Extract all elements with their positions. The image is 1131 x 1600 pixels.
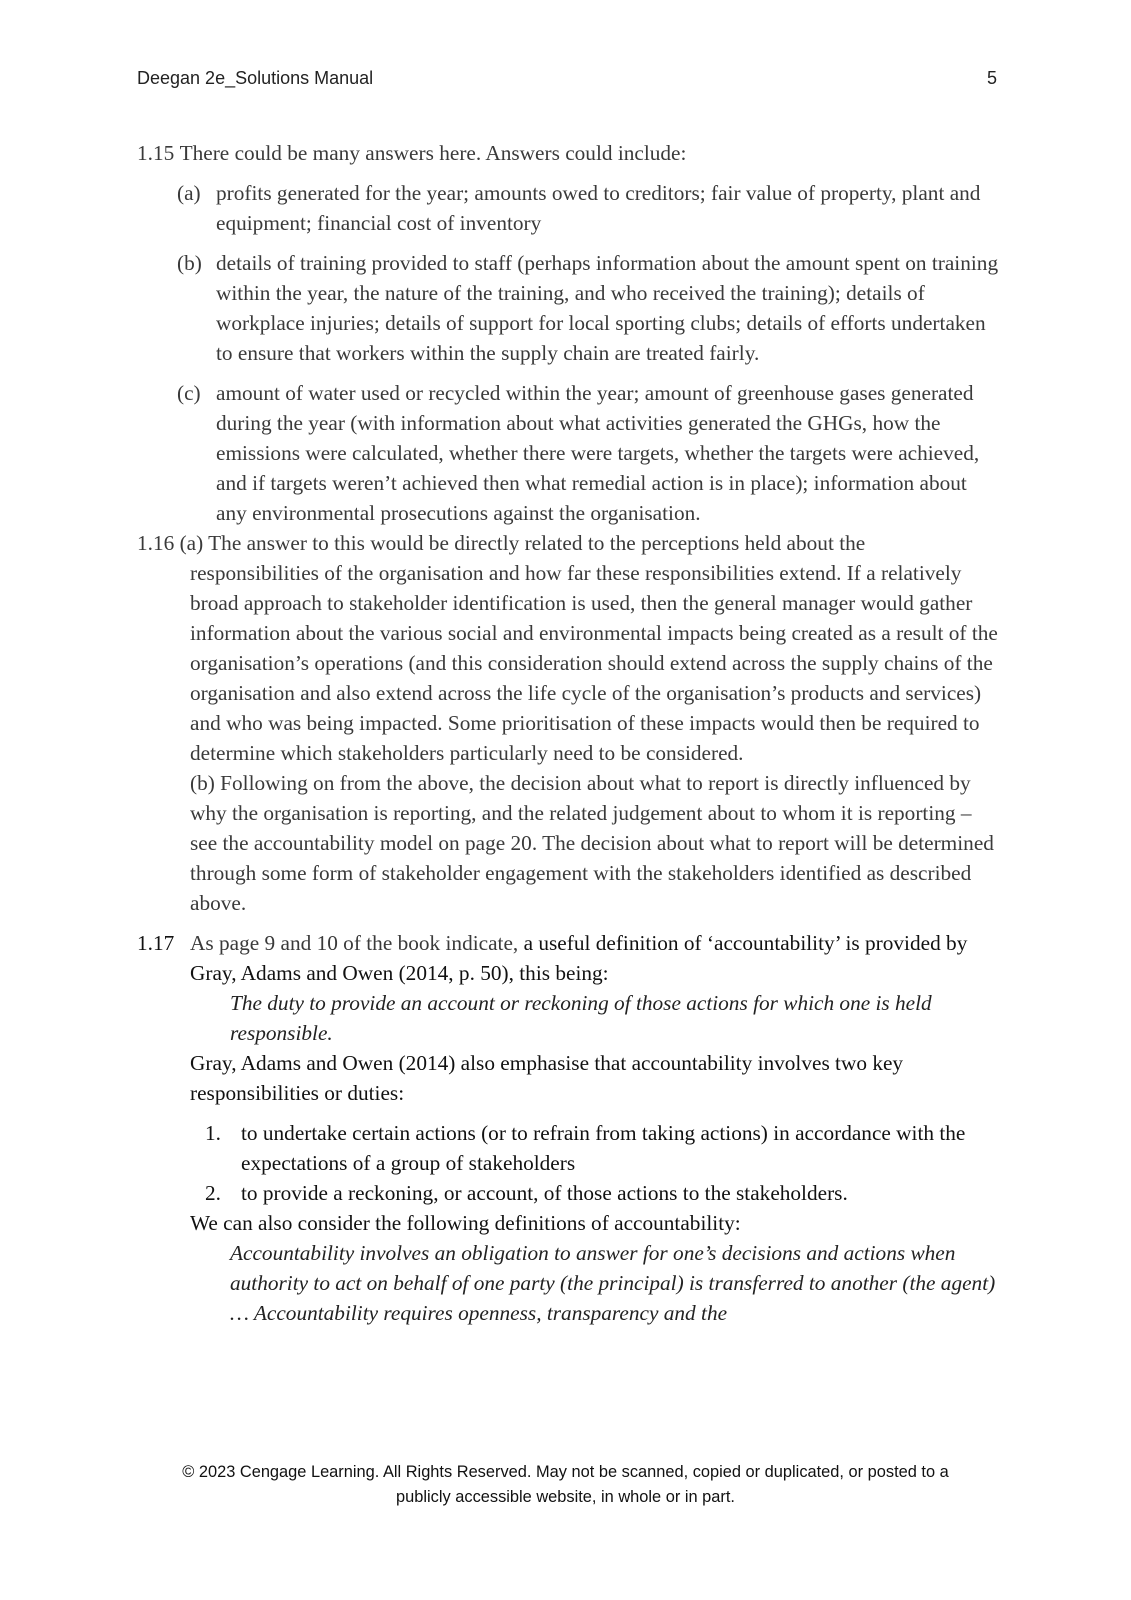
item-text: profits generated for the year; amounts owed to creditors; fair value of property, plant and equipment; financial cost of inventory — [216, 181, 981, 235]
item-label: (c) — [177, 381, 201, 405]
header-title: Deegan 2e_Solutions Manual — [137, 68, 374, 88]
list-number: 2. — [205, 1181, 221, 1205]
item-label: (b) — [177, 251, 202, 275]
list-text: to provide a reckoning, or account, of those actions to the stakeholders. — [241, 1181, 848, 1205]
duties-list — [137, 1118, 999, 1208]
definition-quote-1: The duty to provide an account or reckoning of those actions for which one is held responsible. — [230, 991, 932, 1045]
question-1-17 — [137, 928, 999, 988]
item-text: details of training provided to staff (perhaps information about the amount spent on training within the year, the nature of the training, and who received the training); details of workplace injuries; details of support for local sporting clubs; details of efforts undertaken to ensure that workers within the supply chain are treated fairly. — [216, 251, 999, 365]
list-item — [205, 1118, 999, 1178]
footer-line-2: publicly accessible website, in whole or in part. — [396, 1488, 735, 1506]
list-text: to undertake certain actions (or to refrain from taking actions) in accordance with the expectations of a group of stakeholders — [241, 1121, 966, 1175]
item-text: amount of water used or recycled within the year; amount of greenhouse gases generated during the year (with information about what activities generated the GHGs, how the emissions were calculated, whether there were targets, whether the targets were achieved, and if targets weren’t achieved then what remedial action is in place); information about any environmental prosecutions against the organisation. — [216, 381, 980, 525]
question-intro-part1: As page 9 and 10 of the book indicate, — [190, 931, 524, 955]
answer-1-16-a: 1.16 (a) The answer to this would be directly related to the perceptions held about the responsibilities of the organisation and how far these responsibilities extend. If a relatively broad approach to stakeholder identification is used, then the general manager would gather information about the various social and environmental impacts being created as a result of the organisation’s operations (and this consideration should extend across the supply chains of the organisation and also extend across the life cycle of the organisation’s products and services) and who was being impacted. Some prioritisation of these impacts would then be required to determine which stakeholders particularly need to be considered. — [137, 531, 998, 765]
question-intro: There could be many answers here. Answers could include: — [179, 141, 687, 165]
question-number: 1.17 — [137, 931, 175, 955]
document-body — [137, 138, 999, 1328]
paragraph-definitions: We can also consider the following definitions of accountability: — [190, 1211, 741, 1235]
question-number: 1.15 — [137, 141, 175, 165]
answer-1-15-c — [177, 378, 999, 528]
page-number: 5 — [986, 68, 997, 88]
question-intro-part2: a useful definition of ‘accountability’ is provided by Gray, Adams and Owen (2014, p. 50), this being: — [190, 931, 968, 985]
definition-quote-2: Accountability involves an obligation to answer for one’s decisions and actions when authority to act on behalf of one party (the principal) is transferred to another (the agent) … Accountability requires openness, transparency and the — [230, 1241, 996, 1325]
answer-1-16-b: (b) Following on from the above, the decision about what to report is directly influenced by why the organisation is reporting, and the related judgement about to whom it is reporting – see the accountability model on page 20. The decision about what to report will be determined through some form of stakeholder engagement with the stakeholders identified as described above. — [190, 771, 994, 915]
footer-line-1: © 2023 Cengage Learning. All Rights Reserved. May not be scanned, copied or duplicated, or posted to a — [182, 1463, 949, 1481]
copyright-footer — [100, 1460, 1031, 1510]
answer-1-15-b — [177, 248, 999, 368]
question-1-15 — [137, 138, 999, 168]
list-item — [205, 1178, 999, 1208]
answer-1-15-a — [177, 178, 999, 238]
item-label: (a) — [177, 181, 201, 205]
list-number: 1. — [205, 1121, 221, 1145]
paragraph-duties: Gray, Adams and Owen (2014) also emphasise that accountability involves two key responsibilities or duties: — [190, 1051, 904, 1105]
